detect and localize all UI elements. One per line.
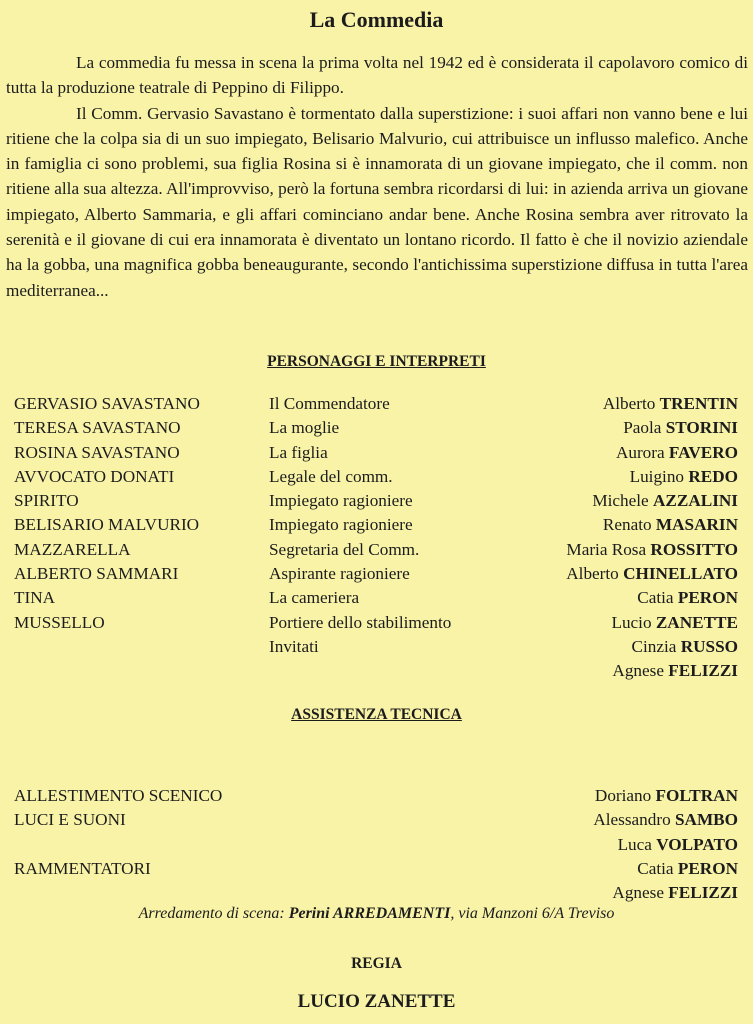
- cast-actor: [630, 465, 738, 489]
- cast-character: [14, 659, 269, 683]
- actor-first-name: Michele: [592, 491, 649, 511]
- cast-row: [14, 489, 738, 513]
- person-first-name: Alessandro: [593, 810, 671, 830]
- cast-row: [14, 538, 738, 562]
- actor-last-name: MASARIN: [655, 515, 738, 535]
- cast-row: [14, 465, 738, 489]
- tech-task: ALLESTIMENTO SCENICO: [14, 786, 223, 805]
- cast-role: [269, 659, 612, 683]
- actor-first-name: Aurora: [615, 442, 665, 462]
- cast-actor: [566, 538, 738, 562]
- set-furnishing-credit: [0, 905, 753, 923]
- cast-character: TINA: [14, 588, 56, 608]
- cast-actor: [612, 659, 738, 683]
- arredamento-prefix: Arredamento di scena:: [138, 905, 289, 922]
- cast-role: La figlia: [269, 442, 328, 462]
- cast-row: [14, 586, 738, 610]
- cast-actor: [603, 392, 738, 416]
- cast-character: GERVASIO SAVASTANO: [14, 394, 200, 413]
- actor-first-name: Luigino: [629, 466, 685, 486]
- tech-person: [595, 784, 738, 808]
- person-last-name: VOLPATO: [656, 834, 738, 854]
- person-last-name: SAMBO: [674, 810, 738, 830]
- cast-row: [14, 562, 738, 586]
- actor-first-name: Alberto: [602, 394, 656, 413]
- tech-person: [593, 808, 738, 832]
- person-last-name: PERON: [677, 858, 738, 878]
- actor-first-name: Catia: [637, 588, 674, 608]
- cast-actor: [611, 611, 738, 635]
- cast-role: Il Commendatore: [269, 394, 390, 413]
- tech-person: [637, 857, 738, 881]
- actor-last-name: ROSSITTO: [650, 539, 738, 559]
- cast-character: ALBERTO SAMMARI: [14, 564, 179, 584]
- cast-row: [14, 392, 738, 416]
- cast-actor: [623, 416, 738, 440]
- cast-actor: [592, 489, 738, 513]
- person-last-name: FELIZZI: [668, 883, 738, 903]
- cast-role: Portiere dello stabilimento: [269, 612, 452, 632]
- cast-row: [14, 513, 738, 537]
- actor-last-name: TRENTIN: [659, 394, 738, 413]
- arredamento-brand: Perini ARREDAMENTI: [288, 905, 451, 922]
- cast-character: MAZZARELLA: [14, 539, 131, 559]
- cast-row: [14, 635, 738, 659]
- cast-character: AVVOCATO DONATI: [14, 466, 175, 486]
- cast-character: SPIRITO: [14, 491, 79, 511]
- actor-first-name: Paola: [623, 418, 662, 438]
- cast-character: BELISARIO MALVURIO: [14, 515, 200, 535]
- tech-heading: ASSISTENZA TECNICA: [291, 706, 462, 723]
- tech-row: [14, 808, 738, 832]
- tech-person: [618, 833, 738, 857]
- actor-last-name: AZZALINI: [652, 491, 738, 511]
- cast-role: Invitati: [269, 636, 319, 656]
- actor-first-name: Agnese: [612, 661, 664, 681]
- tech-row: [14, 784, 738, 808]
- cast-actor: [632, 635, 738, 659]
- cast-row: [14, 659, 738, 683]
- cast-character: TERESA SAVASTANO: [14, 418, 181, 438]
- cast-actor: [637, 586, 738, 610]
- actor-first-name: Lucio: [611, 612, 652, 632]
- actor-last-name: PERON: [677, 588, 738, 608]
- cast-actor: [566, 562, 738, 586]
- cast-heading: PERSONAGGI E INTERPRETI: [267, 353, 486, 370]
- cast-role: Segretaria del Comm.: [269, 539, 420, 559]
- cast-character: ROSINA SAVASTANO: [14, 442, 180, 462]
- cast-role: La cameriera: [269, 588, 360, 608]
- cast-role: Impiegato ragioniere: [269, 491, 413, 511]
- tech-list: [14, 784, 738, 905]
- regia-label: REGIA: [351, 955, 402, 972]
- cast-character: [14, 635, 269, 659]
- actor-last-name: CHINELLATO: [623, 564, 738, 584]
- actor-last-name: FAVERO: [668, 442, 738, 462]
- cast-row: [14, 416, 738, 440]
- cast-list: [14, 392, 738, 684]
- actor-last-name: FELIZZI: [668, 661, 738, 681]
- person-first-name: Luca: [617, 834, 652, 854]
- actor-last-name: STORINI: [665, 418, 738, 438]
- actor-first-name: Alberto: [566, 564, 619, 584]
- actor-last-name: REDO: [688, 466, 738, 486]
- cast-role: Legale del comm.: [269, 466, 393, 486]
- tech-task: LUCI E SUONI: [14, 810, 126, 830]
- cast-actor: [616, 441, 738, 465]
- page-title: La Commedia: [309, 7, 444, 32]
- tech-row: [14, 881, 738, 905]
- tech-person: [612, 881, 738, 905]
- actor-first-name: Cinzia: [631, 636, 677, 656]
- tech-row: [14, 833, 738, 857]
- cast-role: Impiegato ragioniere: [269, 515, 413, 535]
- cast-row: [14, 611, 738, 635]
- person-first-name: Agnese: [612, 883, 664, 903]
- actor-first-name: Renato: [602, 515, 652, 535]
- cast-actor: [603, 513, 738, 537]
- arredamento-suffix: , via Manzoni 6/A Treviso: [450, 905, 615, 922]
- cast-character: MUSSELLO: [14, 612, 105, 632]
- intro-text: [6, 50, 748, 303]
- cast-role: La moglie: [269, 418, 340, 438]
- actor-first-name: Maria Rosa: [566, 539, 647, 559]
- person-last-name: FOLTRAN: [655, 786, 738, 805]
- director-name: LUCIO ZANETTE: [297, 991, 456, 1012]
- intro-paragraph: La commedia fu messa in scena la prima volta nel 1942 ed è considerata il capolavoro comico di tutta la produzione teatrale di Peppino di Filippo.: [6, 53, 748, 98]
- plot-paragraph: Il Comm. Gervasio Savastano è tormentato dalla superstizione: i suoi affari non vanno bene e lui ritiene che la colpa sia di un suo impiegato, Belisario Malvurio, cui attribuisce un influsso malefico. Anche in famiglia ci sono problemi, sua figlia Rosina si è innamorata di un giovane impiegato, che il comm. non ritiene alla sua altezza. All'improvviso, però la fortuna sembra ricordarsi di lui: in azienda arriva un giovane impiegato, Alberto Sammaria, e gli affari cominciano andar bene. Anche Rosina sembra aver ritrovato la serenità e il giovane di cui era innamorata è diventato un lontano ricordo. Il fatto è che il novizio aziendale ha la gobba, una magnifica gobba beneaugurante, secondo l'antichissima superstizione diffusa in tutta l'area mediterranea...: [6, 103, 748, 300]
- cast-row: [14, 441, 738, 465]
- person-first-name: Doriano: [594, 786, 652, 805]
- person-first-name: Catia: [637, 858, 674, 878]
- actor-last-name: RUSSO: [680, 636, 738, 656]
- tech-task: RAMMENTATORI: [14, 858, 151, 878]
- tech-row: [14, 857, 738, 881]
- actor-last-name: ZANETTE: [655, 612, 738, 632]
- cast-role: Aspirante ragioniere: [269, 564, 410, 584]
